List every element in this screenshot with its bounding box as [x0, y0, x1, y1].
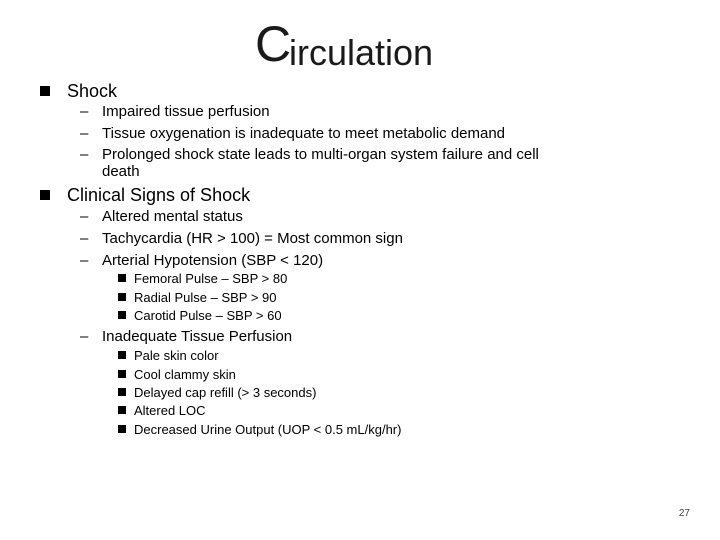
dash-icon: – — [80, 125, 89, 142]
bullet-clinical-signs — [40, 184, 250, 206]
third-level-text: Carotid Pulse – SBP > 60 — [134, 308, 282, 323]
third-level-bullet — [118, 402, 206, 420]
square-bullet-icon — [118, 274, 126, 282]
sub-bullet-text: Altered mental status — [102, 208, 243, 225]
bullet-shock — [40, 80, 117, 102]
sub-bullet-text: Arterial Hypotension (SBP < 120) — [102, 252, 324, 269]
sub-bullet — [80, 229, 403, 249]
sub-bullet-text: Tissue oxygenation is inadequate to meet metabolic demand — [102, 125, 506, 142]
square-bullet-icon — [118, 388, 126, 396]
third-level-text: Altered LOC — [134, 403, 206, 418]
sub-bullet — [80, 102, 270, 122]
slide-title-initial: C — [255, 16, 292, 72]
dash-icon: – — [80, 328, 89, 345]
third-level-text: Pale skin color — [134, 348, 219, 363]
dash-icon: – — [80, 146, 89, 163]
square-bullet-icon — [118, 293, 126, 301]
bullet-label: Clinical Signs of Shock — [67, 185, 251, 205]
sub-bullet-text: Tachycardia (HR > 100) = Most common sign — [102, 230, 403, 247]
third-level-bullet — [118, 270, 287, 288]
sub-bullet — [80, 251, 323, 271]
square-bullet-icon — [118, 406, 126, 414]
sub-bullet-text: Inadequate Tissue Perfusion — [102, 328, 293, 345]
square-bullet-icon — [118, 370, 126, 378]
square-bullet-icon — [118, 351, 126, 359]
dash-icon: – — [80, 208, 89, 225]
slide-title: irculation — [289, 32, 434, 73]
third-level-bullet — [118, 366, 236, 384]
sub-bullet — [80, 145, 539, 165]
third-level-text: Decreased Urine Output (UOP < 0.5 mL/kg/hr) — [134, 422, 402, 437]
sub-bullet — [80, 207, 243, 227]
sub-bullet-text: Impaired tissue perfusion — [102, 103, 270, 120]
sub-bullet — [80, 327, 292, 347]
third-level-text: Femoral Pulse – SBP > 80 — [134, 271, 288, 286]
bullet-label: Shock — [67, 81, 118, 101]
third-level-text: Cool clammy skin — [134, 367, 236, 382]
dash-icon: – — [80, 230, 89, 247]
third-level-text: Delayed cap refill (> 3 seconds) — [134, 385, 317, 400]
third-level-text: Radial Pulse – SBP > 90 — [134, 290, 277, 305]
square-bullet-icon — [40, 190, 50, 200]
sub-bullet — [80, 124, 505, 144]
dash-icon: – — [80, 252, 89, 269]
page-number: 27 — [678, 508, 690, 519]
dash-icon: – — [80, 103, 89, 120]
sub-bullet-text: death — [102, 163, 140, 180]
third-level-bullet — [118, 421, 401, 439]
third-level-bullet — [118, 307, 282, 325]
square-bullet-icon — [40, 86, 50, 96]
square-bullet-icon — [118, 311, 126, 319]
sub-bullet-continuation — [80, 162, 140, 182]
third-level-bullet — [118, 347, 219, 365]
square-bullet-icon — [118, 425, 126, 433]
third-level-bullet — [118, 384, 316, 402]
third-level-bullet — [118, 289, 277, 307]
sub-bullet-text: Prolonged shock state leads to multi-organ system failure and cell — [102, 146, 539, 163]
